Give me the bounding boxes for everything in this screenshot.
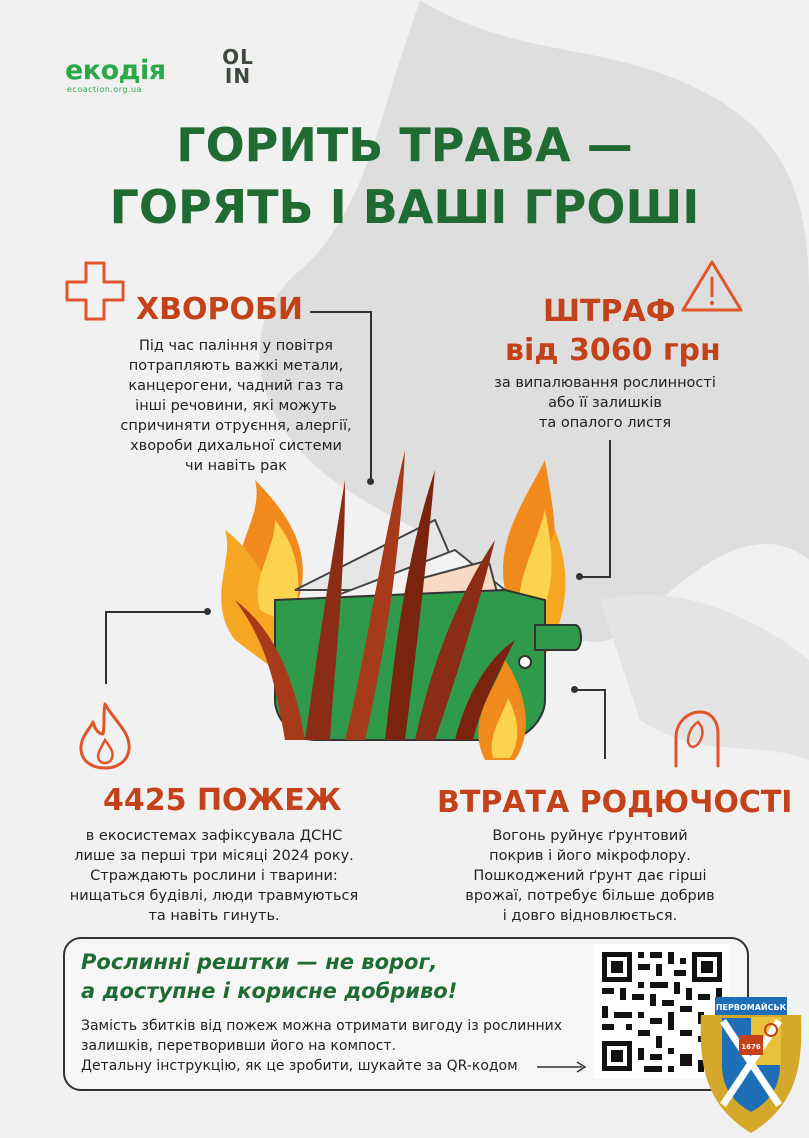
diseases-line: канцерогени, чадний газ та [128, 378, 344, 394]
connector-line [310, 311, 372, 313]
connector-line [105, 611, 208, 613]
burning-wallet-illustration [205, 440, 585, 770]
fires-line: в екосистемах зафіксувала ДСНС [85, 828, 343, 844]
fertility-line: врожаї, потребує більше добрив [465, 888, 715, 904]
connector-line [609, 440, 611, 577]
ekodiya-logo [65, 55, 166, 94]
medical-cross-icon [64, 260, 126, 322]
title-line1: ГОРИТЬ ТРАВА — [176, 118, 633, 172]
diseases-line: хвороби дихальної системи [130, 438, 342, 454]
diseases-line: Під час паління у повітря [138, 338, 334, 354]
flame-icon [75, 700, 135, 770]
diseases-heading: ХВОРОБИ [136, 292, 303, 327]
fertility-text [440, 826, 740, 926]
connector-line [604, 689, 606, 759]
ekodiya-logo-text: екодія [65, 55, 166, 86]
title-line2: ГОРЯТЬ І ВАШІ ГРОШІ [109, 180, 700, 234]
ekodiya-url: ecoaction.org.ua [67, 85, 143, 94]
fine-heading-line1: ШТРАФ [543, 294, 676, 329]
fine-text [470, 373, 740, 433]
card-text-line2: залишків, перетворивши його на компост. [81, 1038, 397, 1054]
fertility-line: і довго відновлюється. [502, 908, 678, 924]
warning-triangle-icon [679, 258, 745, 314]
diseases-line: чи навіть рак [185, 458, 287, 474]
diseases-line: інші речовини, які можуть [135, 398, 337, 414]
fertility-line: Пошкоджений ґрунт дає гірші [473, 868, 707, 884]
card-title-line2: а доступне і корисне добриво! [81, 979, 458, 1003]
fine-line: або її залишків [548, 395, 662, 411]
fine-line: за випалювання рослинності [494, 375, 716, 391]
fires-text [44, 826, 384, 926]
diseases-line: спричиняти отруєння, алергії, [120, 418, 352, 434]
olin-logo [218, 45, 258, 88]
fertility-line: Вогонь руйнує ґрунтовий [492, 828, 688, 844]
fine-line: та опалого листя [538, 415, 672, 431]
connector-line [574, 689, 606, 691]
card-text-line3: Детальну інструкцію, як це зробити, шукайте за QR-кодом [81, 1058, 518, 1074]
connector-line [105, 612, 107, 684]
fires-line: нищаться будівлі, люди травмуються [69, 888, 359, 904]
fires-heading: 4425 ПОЖЕЖ [103, 783, 342, 818]
emblem-banner: ПЕРВОМАЙСЬК [715, 1003, 787, 1012]
arrow-right-icon [537, 1061, 587, 1073]
fires-line: та навіть гинуть. [148, 908, 280, 924]
olin-logo-line1: OL [222, 45, 254, 69]
fires-line: Страждають рослини і тварини: [90, 868, 338, 884]
card-text-line1: Замість збитків від пожеж можна отримати вигоду із рослинних [81, 1018, 563, 1034]
city-emblem [695, 975, 807, 1135]
diseases-line: потрапляють важкі метали, [128, 358, 344, 374]
fires-line: лише за перші три місяці 2024 року. [74, 848, 354, 864]
card-title-line1: Рослинні рештки — не ворог, [81, 950, 438, 974]
emblem-year: 1676 [741, 1043, 761, 1051]
fertility-line: покрив і його мікрофлору. [489, 848, 691, 864]
olin-logo-line2: IN [224, 64, 252, 88]
fine-heading-line2: від 3060 грн [505, 333, 721, 368]
fertility-heading: ВТРАТА РОДЮЧОСТІ [437, 785, 793, 820]
sprout-icon [670, 708, 720, 768]
connector-dot [204, 608, 211, 615]
